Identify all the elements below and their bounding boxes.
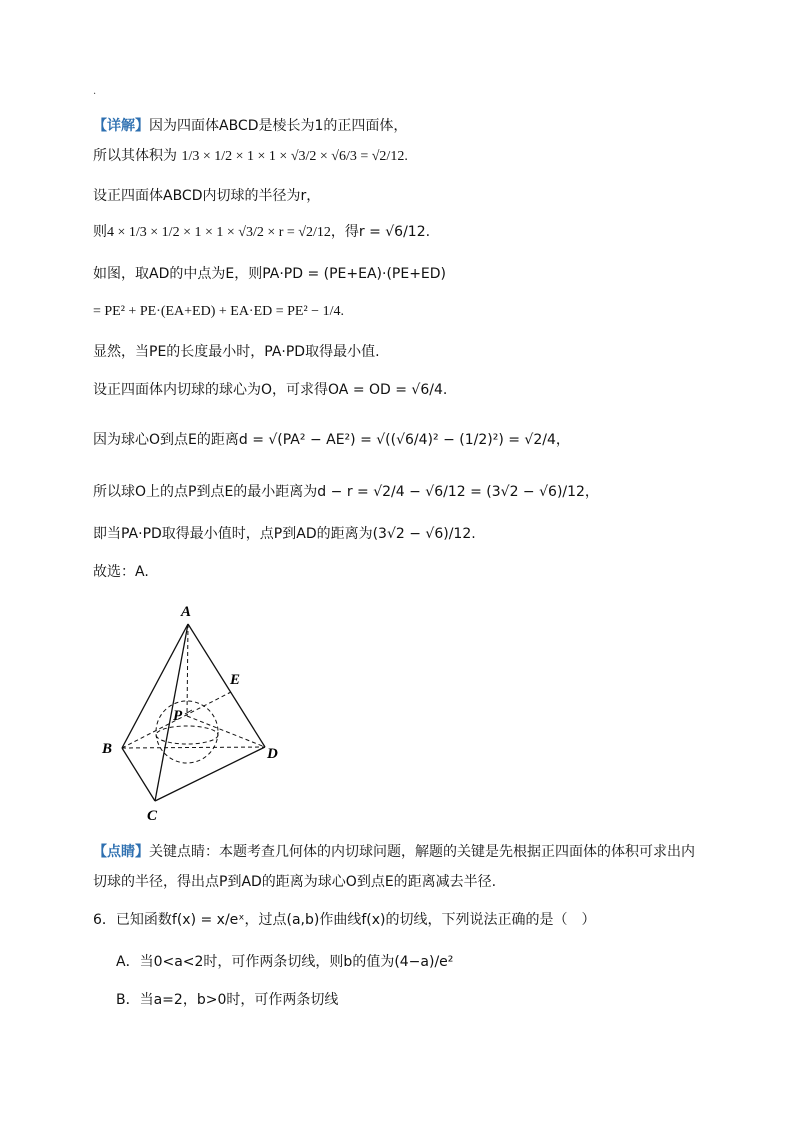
- solution-tag: 【详解】: [93, 118, 149, 134]
- solution-line-12: 故选：A.: [93, 564, 149, 580]
- tetrahedron-figure: [95, 598, 295, 823]
- point-P-mark: [185, 710, 192, 714]
- segment-OD: [187, 716, 265, 747]
- edge-AC: [155, 624, 188, 801]
- edge-AB: [122, 624, 188, 748]
- solution-line-7: 显然，当PE的长度最小时，PA·PD取得最小值.: [93, 344, 380, 360]
- solution-line-6: = PE² + PE·(EA+ED) + EA·ED = PE² − 1/4.: [93, 304, 344, 319]
- solution-line-10: 所以球O上的点P到点E的最小距离为d − r = √2/4 − √6/12 = (3√2 − √6)/12，: [93, 484, 599, 500]
- solution-line-1: [93, 116, 407, 136]
- axis-AO: [187, 624, 188, 716]
- solution-line-5: 如图，取AD的中点为E，则PA·PD = (PE+EA)·(PE+ED): [93, 266, 447, 282]
- solution-line-8: 设正四面体内切球的球心为O，可求得OA = OD = √6/4.: [93, 382, 448, 398]
- volume-expression: 1/3 × 1/2 × 1 × 1 × √3/2 × √6/3 = √2/12.: [181, 149, 408, 164]
- solution-line-2: [93, 146, 408, 167]
- comment-text-1: 关键点睛：本题考查几何体的内切球问题，解题的关键是先根据正四面体的体积可求出内: [149, 844, 695, 860]
- question-6-option-a[interactable]: A．当0<a<2时，可作两条切线，则b的值为(4−a)/e²: [116, 954, 454, 970]
- solution-line-11: 即当PA·PD取得最小值时，点P到AD的距离为(3√2 − √6)/12.: [93, 526, 476, 542]
- label-B: B: [102, 741, 113, 757]
- radius-result: ，得r = √6/12.: [330, 224, 431, 240]
- question-6-stem: 6．已知函数f(x) = x/eˣ，过点(a,b)作曲线f(x)的切线，下列说法正确的是（ ）: [93, 912, 596, 928]
- volume-prefix: 所以其体积为: [93, 148, 177, 164]
- edge-BC: [122, 748, 155, 801]
- label-A: A: [181, 604, 192, 620]
- label-E: E: [230, 672, 241, 688]
- edge-AD: [188, 624, 265, 747]
- radius-prefix: 则: [93, 224, 107, 240]
- comment-line-1: [93, 842, 695, 862]
- comment-line-2: 切球的半径，得出点P到AD的距离为球心O到点E的距离减去半径.: [93, 874, 497, 890]
- solution-line-3: 设正四面体ABCD内切球的半径为r，: [93, 188, 321, 204]
- solution-line-4: [93, 222, 430, 243]
- edge-BD-hidden: [122, 747, 265, 748]
- question-6-option-b[interactable]: B．当a=2，b>0时，可作两条切线: [116, 992, 339, 1008]
- radius-equation: 4 × 1/3 × 1/2 × 1 × 1 × √3/2 × r = √2/12: [107, 225, 331, 240]
- page-marker: .: [93, 86, 97, 97]
- label-D: D: [267, 746, 278, 762]
- label-P: P: [173, 708, 183, 724]
- label-C: C: [147, 808, 158, 823]
- solution-text-1: 因为四面体ABCD是棱长为1的正四面体，: [149, 118, 408, 134]
- sphere-equator: [156, 726, 218, 744]
- comment-tag: 【点睛】: [93, 844, 149, 860]
- solution-line-9: 因为球心O到点E的距离d = √(PA² − AE²) = √((√6/4)² − (1/2)²) = √2/4，: [93, 432, 570, 448]
- edge-CD: [155, 747, 265, 801]
